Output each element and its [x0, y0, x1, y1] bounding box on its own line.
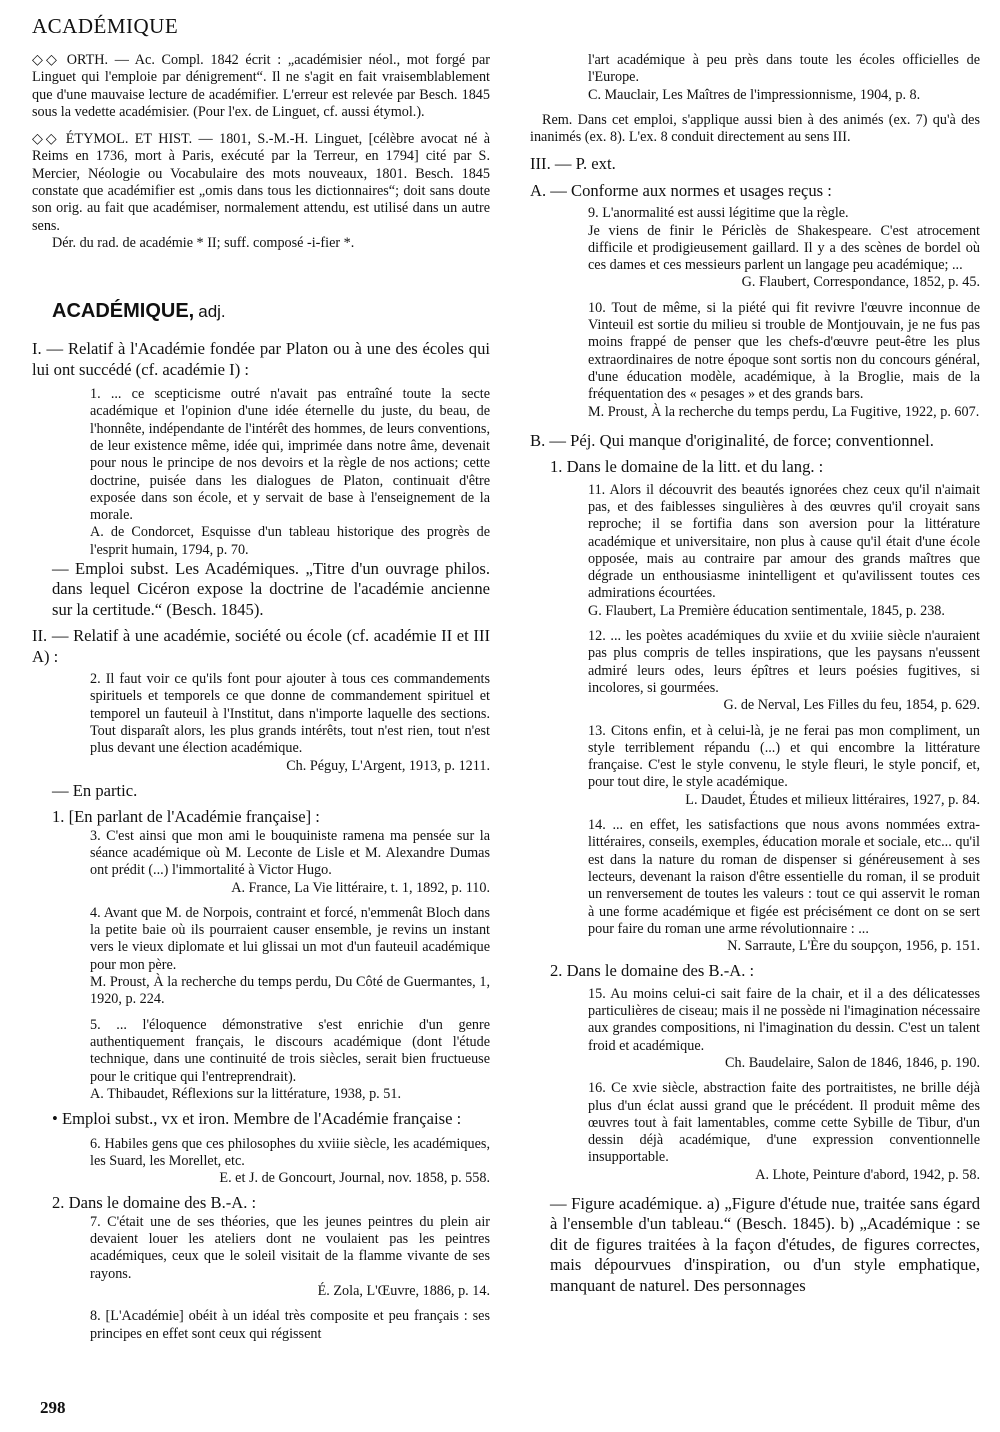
source-8: C. Mauclair, Les Maîtres de l'impressionnisme, 1904, p. 8. — [588, 86, 921, 103]
source-14: N. Sarraute, L'Ère du soupçon, 1956, p. 151. — [727, 938, 980, 955]
example-3: 3. C'est ainsi que mon ami le bouquiniste ramena ma pensée sur la séance académique où M. Leconte de Lisle et M. Alexandre Dumas ont prédit (...) l'immortalité à Victor Hugo. A. France, La Vie littéraire, t. 1, 1892, p. 110. — [90, 827, 490, 896]
source-6: E. et J. de Goncourt, Journal, nov. 1858, p. 558. — [219, 1170, 490, 1187]
example-16: 16. Ce xvie siècle, abstraction faite des portraitistes, ne brille déjà plus d'un éclat aussi grand que le précédent. Il produit même des œuvres tout à fait lamentables, comme cette Sybille de Tibur, d'un dessin déjà académique, d'une expression conventionnelle insupportable. A. Lhote, Peinture d'abord, 1942, p. 58. — [588, 1080, 980, 1183]
example-6: 6. Habiles gens que ces philosophes du xviiie siècle, les académiques, les Suard, les Morellet, etc. E. et J. de Goncourt, Journal, nov. 1858, p. 558. — [90, 1135, 490, 1187]
example-13: 13. Citons enfin, et à celui-là, je ne ferai pas mon compliment, un style terriblement répandu (...) et qui encombre la littérature française. C'est le style convenu, le style fleuri, le style poncif, et, pour tout dire, le style académique. L. Daudet, Études et milieux littéraires, 1927, p. 84. — [588, 722, 980, 808]
example-5: 5. ... l'éloquence démonstrative s'est enrichie d'un genre authentiquement français, le discours académique (dont l'étude technique, dans une continuité de trois siècles, serait bien fructueuse pour le critique qui l'entreprendrait). A. Thibaudet, Réflexions sur la littérature, 1938, p. 51. — [90, 1016, 490, 1102]
example-14: 14. ... en effet, les satisfactions que nous avons nommées extra-littéraires, conseils, exemples, éducation morale et sociale, etc... qu'il est dans la nature du roman de dispenser si généreusement à ses lecteurs, devenant la raison d'être essentielle du roman, il se produit un renversement de toutes les valeurs : tout ce qui asservit le roman à une forme académique et figée est précisément ce dont on se sert pour faire du roman une arme révolutionnaire : ... N. Sarraute, L'Ère du soupçon, 1956, p. 151. — [588, 817, 980, 955]
example-11: 11. Alors il découvrit des beautés ignorées chez ceux qu'il n'aimait pas, et des faiblesses singulières à des œuvres qu'il croyait sans reproche; il se fortifia dans son aversion pour la littérature académique et universitaire, non plus à cause qu'il était d'une école opposée, mais au contraire par amour des grands maîtres que dégrade un enthousiasme inintelligent et qu'avilissent toutes ces admirations écourtées. G. Flaubert, La Première éducation sentimentale, 1845, p. 238. — [588, 481, 980, 619]
sense-III-A: A. — Conforme aux normes et usages reçus : — [530, 180, 832, 200]
left-column — [32, 52, 490, 1343]
sense-II: II. — Relatif à une académie, société ou école (cf. académie II et III A) : — [32, 626, 490, 666]
source-11: G. Flaubert, La Première éducation sentimentale, 1845, p. 238. — [588, 602, 945, 619]
subsense-1-academie-francaise: 1. [En parlant de l'Académie française] : — [52, 807, 320, 827]
entry-headword-line — [32, 300, 490, 323]
subsense-2-beaux-arts: 2. Dans le domaine des B.-A. : — [52, 1193, 257, 1213]
source-15: Ch. Baudelaire, Salon de 1846, 1846, p. 190. — [725, 1054, 980, 1071]
sense-III-B: B. — Péj. Qui manque d'originalité, de force; conventionnel. — [530, 430, 934, 450]
source-12: G. de Nerval, Les Filles du feu, 1854, p. 629. — [723, 697, 980, 714]
entry-pos: adj. — [198, 302, 226, 322]
page-number: 298 — [40, 1398, 66, 1417]
source-13: L. Daudet, Études et milieux littéraires, 1927, p. 84. — [685, 791, 980, 808]
source-7: É. Zola, L'Œuvre, 1886, p. 14. — [317, 1283, 490, 1300]
source-2: Ch. Péguy, L'Argent, 1913, p. 1211. — [286, 757, 490, 774]
example-1: 1. ... ce scepticisme outré n'avait pas entraîné toute la secte académique et l'opinion d'une idée éternelle du juste, du beau, de l'honnête, indépendante de l'intérêt des hommes, de leurs conventions, de leur existence même, idée qui, imprimée dans notre âme, devenait pour nous le principe de nos devoirs et la règle de nos actions; cette doctrine, puisée dans les dialogues de Platon, continuait d'être exposée dans son école, et y servait de base à l'enseignement de la morale. A. de Condorcet, Esquisse d'un tableau historique des progrès de l'esprit humain, 1794, p. 70. — [90, 386, 490, 558]
sense-III: III. — P. ext. — [530, 154, 616, 174]
source-4: M. Proust, À la recherche du temps perdu, Du Côté de Guermantes, 1, 1920, p. 224. — [90, 974, 490, 1008]
en-partic: — En partic. — [52, 780, 138, 800]
source-9: G. Flaubert, Correspondance, 1852, p. 45. — [741, 274, 980, 291]
etymol-paragraph: ◇◇ ÉTYMOL. ET HIST. — 1801, S.-M.-H. Linguet, [célèbre avocat né à Reims en 1736, mort à Paris, exécuté par la Terreur, en 1794] cité par S. Mercier, Néologie ou Vocabulaire des mots nouveaux, 1801. Besch. 1845 constate que académifier est „omis dans tous les dictionnaires“; doit sans doute son orig. au fait que académiser, normalement attendu, est utilisé dans un autre sens. — [32, 131, 490, 234]
sense-I: I. — Relatif à l'Académie fondée par Platon ou à une des écoles qui lui ont succédé (cf. académie I) : — [32, 339, 490, 379]
running-head: ACADÉMIQUE — [32, 14, 179, 38]
emploi-subst-vx-iron: • Emploi subst., vx et iron. Membre de l'Académie française : — [52, 1109, 462, 1129]
example-12: 12. ... les poètes académiques du xviie et du xviiie siècle n'auraient pas plus compris de telles inspirations, que les paysans n'eussent admiré leurs odes, leurs épîtres et leurs poésies fugitives, si incolores, si gourmées. G. de Nerval, Les Filles du feu, 1854, p. 629. — [588, 628, 980, 714]
source-16: A. Lhote, Peinture d'abord, 1942, p. 58. — [755, 1166, 980, 1183]
example-7: 7. C'était une de ses théories, que les jeunes peintres du plein air devaient louer les ateliers dont ne voulaient pas les peintres académiques, ceux que le soleil visitait de la flamme vivante de ses rayons. É. Zola, L'Œuvre, 1886, p. 14. — [90, 1213, 490, 1300]
source-1: A. de Condorcet, Esquisse d'un tableau historique des progrès de l'esprit humain, 1794, p. 70. — [90, 524, 490, 558]
example-9: 9. L'anormalité est aussi légitime que la règle. Je viens de finir le Périclès de Shakespeare. C'est atrocement difficile et prodigieusement gaillard. Il y a des scènes de bordel où ces dames et ces messieurs parlent un langage peu académique; ... G. Flaubert, Correspondance, 1852, p. 45. — [588, 205, 980, 291]
figure-academique: — Figure académique. a) „Figure d'étude nue, traitée sans égard à l'ensemble d'un tableau.“ (Besch. 1845). b) „Académique : se dit de figures traitées à la façon d'études, de figures correctes, mais dépourvues d'inspiration, ou d'un style emphatique, manquant de naturel. Des personnages — [550, 1194, 980, 1295]
example-8-continued: l'art académique à peu près dans toute les écoles officielles de l'Europe. C. Mauclair, Les Maîtres de l'impressionnisme, 1904, p. 8. — [588, 52, 980, 103]
example-2: 2. Il faut voir ce qu'ils font pour ajouter à tous ces commandements spirituels et temporels ce que donne de commandement spirituel et temporel un fauteuil à l'Institut, dans n'importe laquelle des sections. Tout disparaît alors, les plus grands intérêts, tout n'est rien, tout n'est plus devant une élection académique. Ch. Péguy, L'Argent, 1913, p. 1211. — [90, 671, 490, 774]
example-8: 8. [L'Académie] obéit à un idéal très composite et peu français : ses principes en effet sont ceux qui régissent — [90, 1308, 490, 1342]
orth-paragraph: ◇◇ ORTH. — Ac. Compl. 1842 écrit : „académisier néol., mot forgé par Linguet qui l'emploie par dénigrement“. Il ne s'agit en fait vraisemblablement que d'une mauvaise lecture de académifier. L'erreur est relevée par Besch. 1845 sous la vedette académisier. (Pour l'ex. de Linguet, cf. aussi étymol.). — [32, 52, 490, 120]
subsense-B1: 1. Dans le domaine de la litt. et du lang. : — [550, 457, 824, 477]
source-10: M. Proust, À la recherche du temps perdu, La Fugitive, 1922, p. 607. — [588, 403, 980, 420]
entry-headword: ACADÉMIQUE, — [52, 300, 195, 323]
derivation-note: Dér. du rad. de académie * II; suff. composé -i-fier *. — [52, 234, 355, 251]
remark: Rem. Dans cet emploi, s'applique aussi bien à des animés (ex. 7) qu'à des inanimés (ex. 8). L'ex. 8 conduit directement au sens III. — [530, 111, 980, 146]
example-15: 15. Au moins celui-ci sait faire de la chair, et il a des délicatesses particulières de ciseau; mais il ne possède ni l'imagination nécessaire aux grandes compositions, ni l'imagination du dessin. C'est un talent froid et académique. Ch. Baudelaire, Salon de 1846, 1846, p. 190. — [588, 985, 980, 1071]
source-5: A. Thibaudet, Réflexions sur la littérature, 1938, p. 51. — [90, 1085, 402, 1102]
example-4: 4. Avant que M. de Norpois, contraint et forcé, n'emmenât Bloch dans la petite baie où ils pourraient causer ensemble, je revins un instant vers le vieux diplomate et lui glissai un mot d'un fauteuil académique pour mon père. M. Proust, À la recherche du temps perdu, Du Côté de Guermantes, 1, 1920, p. 224. — [90, 904, 490, 1008]
example-10: 10. Tout de même, si la piété qui fit revivre l'œuvre inconnue de Vinteuil est sortie du milieu si trouble de Montjouvain, je ne fus pas moins frappé de penser que les chefs-d'œuvre peut-être les plus extraordinaires de notre époque sont sortis non du concours général, d'une éducation modèle, académique, à la Broglie, mais de la fréquentation des « pesages » et des grands bars. M. Proust, À la recherche du temps perdu, La Fugitive, 1922, p. 607. — [588, 299, 980, 420]
emploi-subst-academiques: — Emploi subst. Les Académiques. „Titre d'un ouvrage philos. dans lequel Cicéron expose la doctrine de l'académie ancienne sur la certitude.“ (Besch. 1845). — [52, 559, 490, 619]
subsense-B2: 2. Dans le domaine des B.-A. : — [550, 961, 755, 981]
right-column — [530, 52, 980, 1296]
source-3: A. France, La Vie littéraire, t. 1, 1892, p. 110. — [231, 879, 490, 896]
